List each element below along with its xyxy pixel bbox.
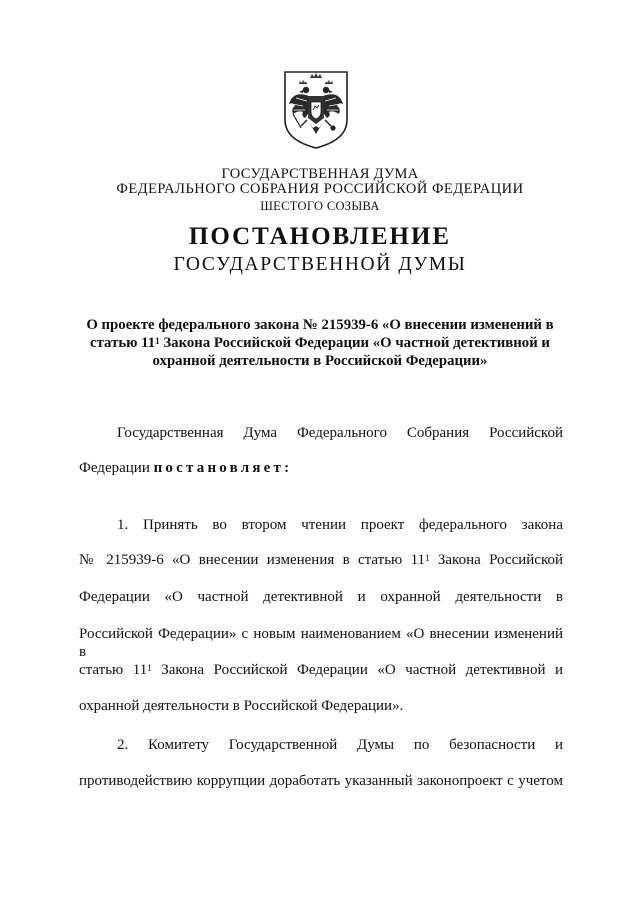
convocation-line: ШЕСТОГО СОЗЫВА [260,199,380,213]
org-name-line: ГОСУДАРСТВЕННАЯ ДУМА [221,166,419,182]
body-text-line: 1. Принять во втором чтении проект федерального закона [117,517,563,533]
body-text-line: Федерации «О частной детективной и охранной деятельности в [79,589,563,605]
body-text-line: противодействию коррупции доработать указанный законопроект с учетом [79,773,563,789]
body-text-line: Федерации постановляет: [79,460,293,476]
body-text-line: Государственная Дума Федерального Собрания Российской [117,425,563,441]
resolution-heading-line: охранной деятельности в Российской Федерации» [152,353,488,369]
body-text-line: Российской Федерации» с новым наименованием «О внесении изменений в [79,626,563,660]
russian-coat-of-arms-icon [279,68,353,150]
body-text-line: охранной деятельности в Российской Федерации». [79,698,404,714]
resolution-heading-line: статью $11^1$ Закона Российской Федерации «О частной детективной и [90,335,550,351]
document-subtitle: ГОСУДАРСТВЕННОЙ ДУМЫ [173,254,467,275]
org-name-line: ФЕДЕРАЛЬНОГО СОБРАНИЯ РОССИЙСКОЙ ФЕДЕРАЦИИ [116,181,524,197]
decree-keyword: постановляет: [153,460,293,476]
body-text-line: 2. Комитету Государственной Думы по безопасности и [117,737,563,753]
body-text-line: № 215939-6 «О внесении изменения в статью $11^1$ Закона Российской [79,552,564,568]
resolution-heading-line: О проекте федерального закона № 215939-6 «О внесении изменений в [86,317,554,333]
document-title: ПОСТАНОВЛЕНИЕ [188,223,452,250]
body-text-line: статью $11^1$ Закона Российской Федерации «О частной детективной и [79,662,563,678]
